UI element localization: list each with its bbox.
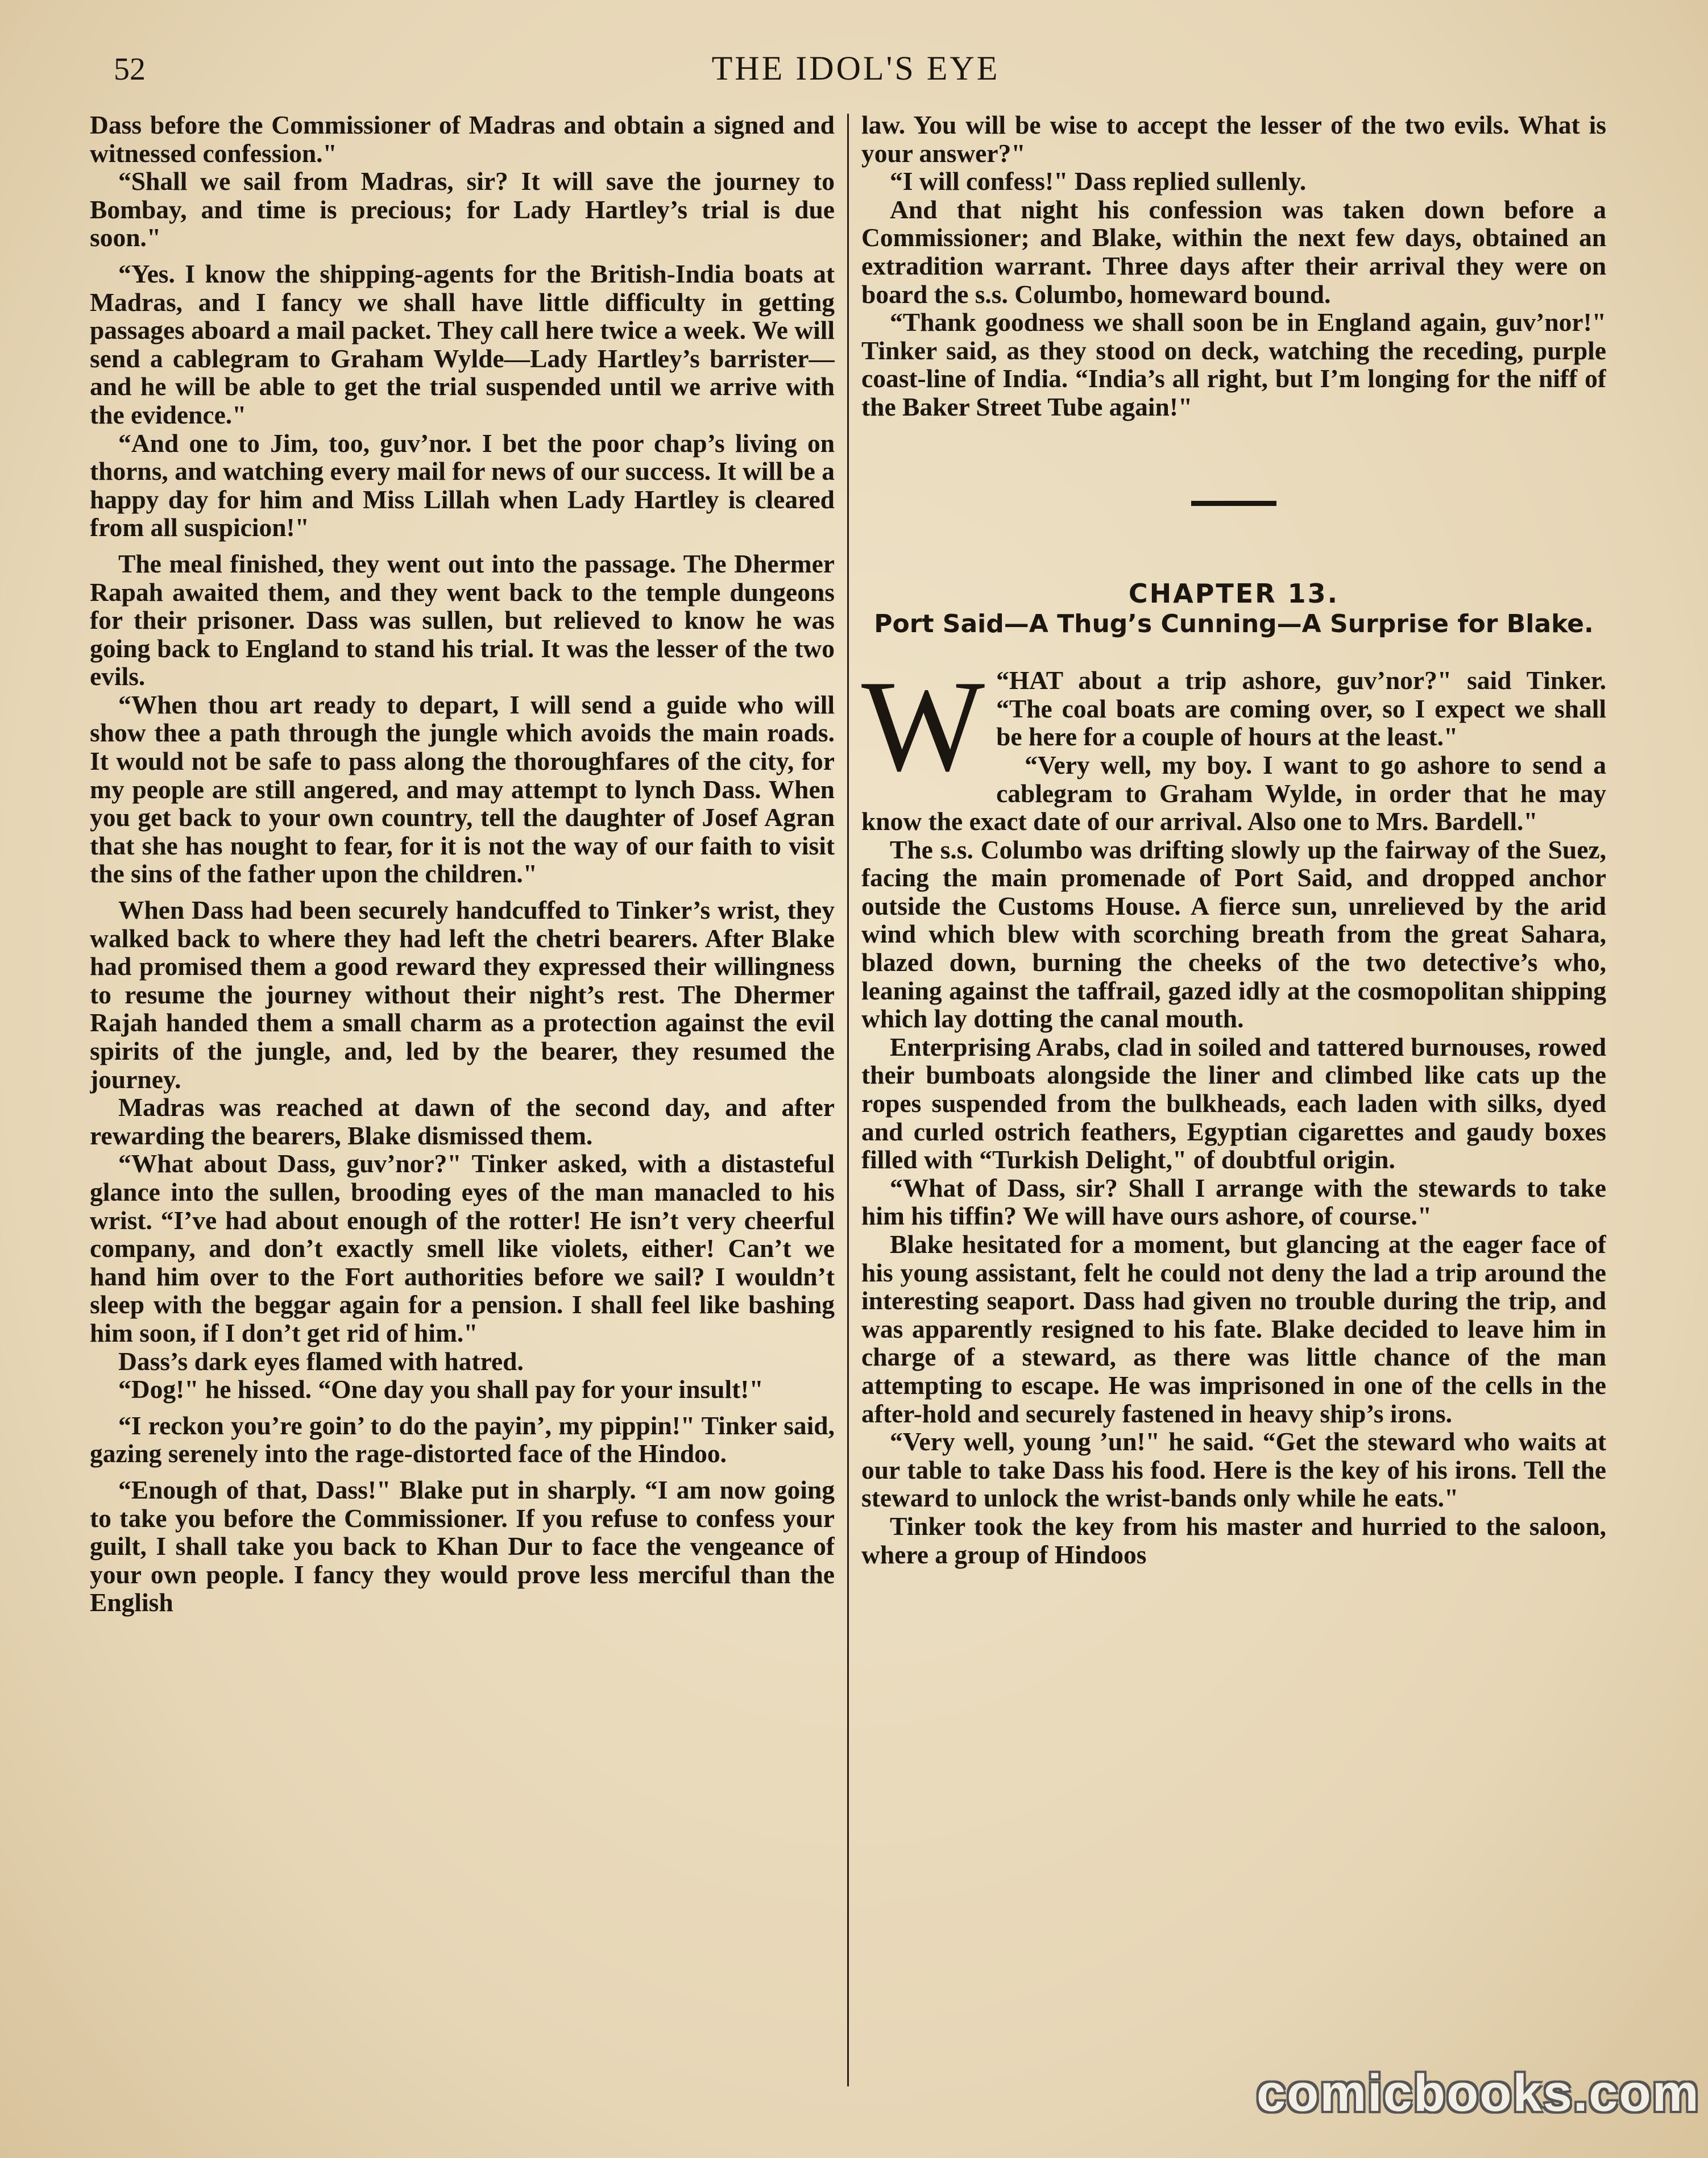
- right-column: [861, 111, 1606, 2089]
- paragraph: “Enough of that, Dass!" Blake put in sharply. “I am now going to take you before the Commissioner. If you refuse to confess your guilt, I shall take you back to Khan Dur to face the vengeance of your own people. I fancy they would prove less merciful than the English: [90, 1475, 835, 1617]
- running-header: [91, 44, 1620, 96]
- paragraph: Dass’s dark eyes flamed with hatred.: [118, 1346, 524, 1376]
- paragraph: Dass before the Commissioner of Madras and obtain a signed and witnessed confession.": [90, 111, 835, 168]
- page-number: 52: [114, 52, 146, 87]
- running-title: THE IDOL'S EYE: [711, 49, 1000, 87]
- section-rule: [1191, 501, 1276, 506]
- paragraph: The meal finished, they went out into the passage. The Dhermer Rapah awaited them, and they went back to the temple dungeons for their prisoner. Dass was sullen, but relieved to know he was going back to England to stand his trial. It was the lesser of the two evils.: [90, 549, 835, 691]
- chapter-subtitle: Port Said—A Thug’s Cunning—A Surprise for Blake.: [874, 609, 1594, 639]
- paragraph: “Yes. I know the shipping-agents for the British-India boats at Madras, and I fancy we shall have little difficulty in getting passages aboard a mail packet. They call here twice a week. We will send a cablegram to Graham Wylde—Lady Hartley’s barrister—and he will be able to get the trial suspended until we arrive with the evidence.": [90, 259, 835, 429]
- paragraph: law. You will be wise to accept the lesser of the two evils. What is your answer?": [861, 111, 1606, 168]
- drop-cap: W: [861, 653, 985, 799]
- paragraph: Madras was reached at dawn of the second day, and after rewarding the bearers, Blake dismissed them.: [90, 1093, 835, 1150]
- paragraph: “What of Dass, sir? Shall I arrange with the stewards to take him his tiffin? We will have ours ashore, of course.": [861, 1173, 1606, 1231]
- paragraph: Blake hesitated for a moment, but glancing at the eager face of his young assistant, felt he could not deny the lad a trip around the interesting seaport. Dass had given no trouble during the trip, and was apparently resigned to his fate. Blake decided to leave him in charge of a steward, as there was little chance of the man attempting to escape. He was imprisoned in one of the cells in the after-hold and securely fastened in heavy ship’s irons.: [861, 1230, 1606, 1428]
- paragraph: Enterprising Arabs, clad in soiled and tattered burnouses, rowed their bumboats alongside the liner and climbed like cats up the ropes suspended from the bulkheads, each laden with silks, dyed and curled ostrich feathers, Egyptian cigarettes and gaudy boxes filled with “Turkish Delight," of doubtful origin.: [861, 1032, 1606, 1175]
- paragraph: “Thank goodness we shall soon be in England again, guv’nor!" Tinker said, as they stood on deck, watching the receding, purple coast-line of India. “India’s all right, but I’m longing for the niff of the Baker Street Tube again!": [861, 308, 1606, 421]
- chapter-heading: CHAPTER 13.: [1128, 578, 1340, 609]
- paragraph: “I reckon you’re goin’ to do the payin’, my pippin!" Tinker said, gazing serenely into the rage-distorted face of the Hindoo.: [90, 1410, 835, 1468]
- paragraph: “Shall we sail from Madras, sir? It will save the journey to Bombay, and time is precious; for Lady Hartley’s trial is due soon.": [90, 167, 835, 252]
- paragraph: “What about Dass, guv’nor?" Tinker asked, with a distasteful glance into the sullen, brooding eyes of the man manacled to his wrist. “I’ve had about enough of the rotter! He isn’t very cheerful company, and don’t exactly smell like violets, either! Can’t we hand him over to the Fort authorities before we sail? I wouldn’t sleep with the beggar again for a pension. I shall feel like bashing him soon, if I don’t get rid of him.": [90, 1149, 835, 1347]
- paragraph: “I will confess!" Dass replied sullenly.: [890, 167, 1307, 196]
- right-column-top: [861, 111, 1606, 421]
- opening-text: HAT about a trip ashore, guv’nor?" said Tinker. “The coal boats are coming over, so I expect we shall be here for a couple of hours at the least.": [996, 666, 1606, 752]
- paragraph: And that night his confession was taken down before a Commissioner; and Blake, within the next few days, obtained an extradition warrant. Three days after their arrival they were on board the s.s. Columbo, homeward bound.: [861, 194, 1606, 309]
- paragraph: Tinker took the key from his master and hurried to the saloon, where a group of Hindoos: [861, 1511, 1606, 1569]
- opening-quote: “: [996, 666, 1009, 695]
- left-column: [90, 111, 835, 2089]
- paragraph: “When thou art ready to depart, I will send a guide who will show thee a path through the jungle which avoids the main roads. It would not be safe to pass along the thoroughfares of the city, for my people are still angered, and may attempt to lynch Dass. When you get back to your own country, tell the daughter of Josef Agran that she has nought to fear, for it is not the way of our faith to visit the sins of the father upon the children.": [90, 690, 835, 889]
- column-divider: [847, 114, 849, 2086]
- paragraph: “Very well, young ’un!" he said. “Get the steward who waits at our table to take Dass his food. Here is the key of his irons. Tell the steward to unlock the wrist-bands only while he eats.": [861, 1427, 1606, 1513]
- paragraph: “And one to Jim, too, guv’nor. I bet the poor chap’s living on thorns, and watching every mail for news of our success. It will be a happy day for him and Miss Lillah when Lady Hartley is cleared from all suspicion!": [90, 428, 835, 542]
- right-column-bottom: [861, 751, 1606, 1568]
- paragraph: The s.s. Columbo was drifting slowly up the fairway of the Suez, facing the main promenade of Port Said, and dropped anchor outside the Customs House. A fierce sun, unrelieved by the arid wind which blew with scorching breath from the great Sahara, blazed down, burning the cheeks of the two detective’s who, leaning against the taffrail, gazed idly at the cosmopolitan shipping which lay dotting the canal mouth.: [861, 835, 1606, 1034]
- paragraph: “Dog!" he hissed. “One day you shall pay for your insult!": [118, 1375, 764, 1404]
- paragraph: When Dass had been securely handcuffed to Tinker’s wrist, they walked back to where they had left the chetri bearers. After Blake had promised them a good reward they expressed their willingness to resume the journey without their night’s rest. The Dhermer Rajah handed them a small charm as a protection against the evil spirits of the jungle, and, led by the bearer, they resumed the journey.: [90, 895, 835, 1094]
- watermark: comicbooks.com: [1257, 2064, 1700, 2122]
- paragraph: “Very well, my boy. I want to go ashore to send a cablegram to Graham Wylde, in order that he may know the exact date of our arrival. Also one to Mrs. Bardell.": [861, 750, 1606, 836]
